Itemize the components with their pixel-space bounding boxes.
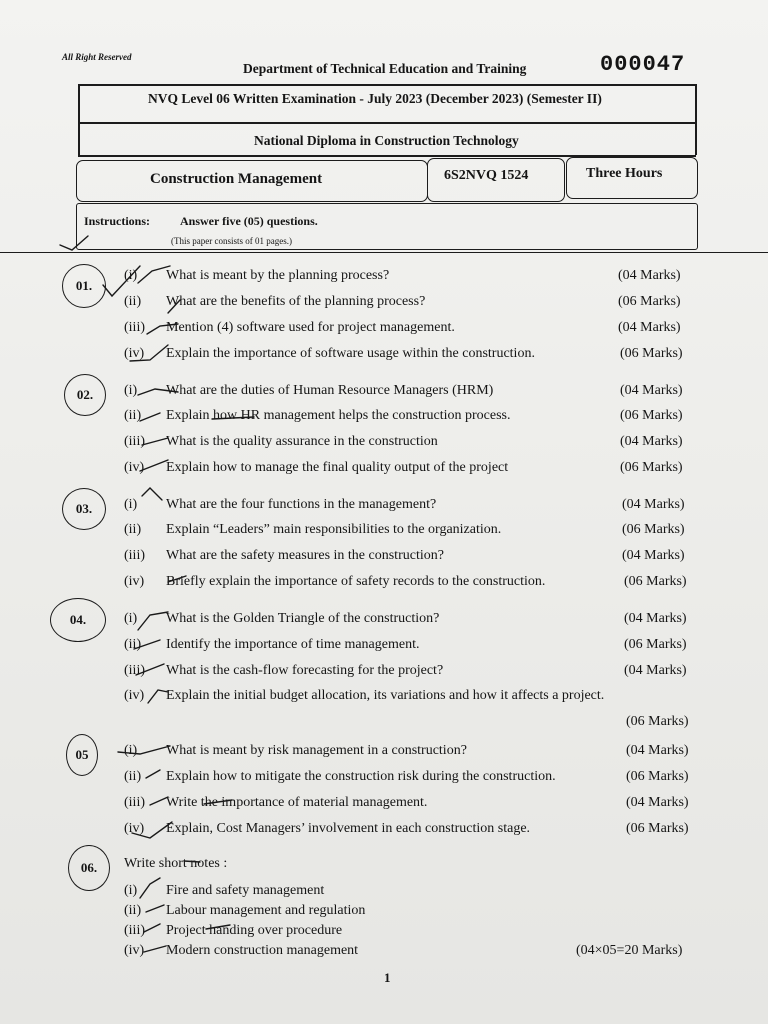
part-label: (ii) — [124, 294, 142, 309]
part-text: What are the benefits of the planning process? — [166, 294, 426, 309]
tick-mark — [130, 345, 168, 361]
part-text: What is the quality assurance in the construction — [166, 434, 438, 449]
part-text: What is the Golden Triangle of the construction? — [166, 611, 440, 626]
part-marks: (06 Marks) — [618, 294, 681, 309]
question-number: 03. — [62, 488, 106, 530]
rights-notice: All Right Reserved — [62, 52, 132, 62]
part-label: (iii) — [124, 923, 145, 938]
tick-mark — [168, 576, 186, 582]
exam-title: NVQ Level 06 Written Examination - July 2023 (December 2023) (Semester II) — [148, 91, 602, 106]
tick-mark — [147, 324, 178, 334]
part-label: (iv) — [124, 460, 145, 475]
part-label: (iv) — [124, 821, 145, 836]
instructions-label: Instructions: — [84, 214, 151, 228]
part-marks: (06 Marks) — [622, 522, 685, 537]
part-marks: (04 Marks) — [622, 548, 685, 563]
strike-mark — [206, 925, 230, 929]
subject-code: 6S2NVQ 1524 — [444, 168, 529, 183]
strike-mark — [184, 861, 200, 862]
part-label: (i) — [124, 497, 138, 512]
part-marks: (06 Marks) — [624, 574, 687, 589]
part-text: What is meant by risk management in a construction? — [166, 743, 467, 758]
part-text: Identify the importance of time management. — [166, 637, 420, 652]
part-text: Project handing over procedure — [166, 923, 343, 938]
part-label: (iv) — [124, 346, 145, 361]
part-text: Fire and safety management — [166, 883, 325, 898]
part-label: (i) — [124, 611, 138, 626]
strike-mark — [212, 417, 254, 419]
part-text: Explain “Leaders” main responsibilities to the organization. — [166, 522, 502, 537]
tick-mark — [146, 770, 160, 778]
part-marks: (04 Marks) — [622, 497, 685, 512]
part-marks: (06 Marks) — [624, 637, 687, 652]
part-marks: (06 Marks) — [620, 460, 683, 475]
part-marks: (04×05=20 Marks) — [576, 943, 683, 958]
part-text: What is the cash-flow forecasting for the project? — [166, 663, 444, 678]
tick-mark — [138, 612, 168, 630]
part-label: (iv) — [124, 688, 145, 703]
part-text: Labour management and regulation — [166, 903, 366, 918]
tick-mark — [132, 822, 172, 838]
part-label: (ii) — [124, 637, 142, 652]
part-text: What are the four functions in the management? — [166, 497, 437, 512]
tick-mark — [60, 236, 88, 250]
tick-mark — [136, 664, 164, 675]
tick-mark — [140, 878, 160, 898]
tick-mark — [142, 488, 162, 500]
part-text: Explain how to mitigate the construction risk during the construction. — [166, 769, 556, 784]
question-number: 06. — [68, 845, 110, 891]
part-label: (i) — [124, 268, 138, 283]
tick-mark — [140, 460, 168, 471]
tick-mark — [146, 905, 164, 912]
part-text: Explain the initial budget allocation, its variations and how it affects a project. — [166, 688, 605, 703]
part-marks: (06 Marks) — [626, 714, 689, 729]
part-marks: (04 Marks) — [624, 611, 687, 626]
question-number: 05 — [66, 734, 98, 776]
part-marks: (06 Marks) — [620, 346, 683, 361]
question-number: 02. — [64, 374, 106, 416]
instructions-text: Answer five (05) questions. — [180, 214, 318, 228]
part-text: Explain, Cost Managers’ involvement in each construction stage. — [166, 821, 531, 836]
part-marks: (04 Marks) — [624, 663, 687, 678]
subject-name: Construction Management — [150, 171, 323, 187]
part-label: (i) — [124, 383, 138, 398]
part-marks: (04 Marks) — [620, 434, 683, 449]
tick-mark — [103, 266, 140, 296]
part-text: Explain the importance of software usage within the construction. — [166, 346, 535, 361]
part-text: Mention (4) software used for project management. — [166, 320, 455, 335]
part-text: Explain how to manage the final quality output of the project — [166, 460, 509, 475]
part-label: (iii) — [124, 795, 145, 810]
part-text: What are the duties of Human Resource Managers (HRM) — [166, 383, 494, 398]
part-label: (iii) — [124, 663, 145, 678]
department-title: Department of Technical Education and Training — [243, 61, 527, 76]
tick-mark — [134, 640, 160, 649]
part-marks: (06 Marks) — [626, 821, 689, 836]
part-marks: (06 Marks) — [620, 408, 683, 423]
tick-mark — [144, 924, 160, 932]
question-number: 04. — [50, 598, 106, 642]
part-marks: (06 Marks) — [626, 769, 689, 784]
part-label: (iv) — [124, 574, 145, 589]
exam-duration: Three Hours — [586, 166, 663, 181]
serial-number: 000047 — [600, 52, 686, 77]
part-label: (iii) — [124, 434, 145, 449]
pages-note: (This paper consists of 01 pages.) — [171, 236, 292, 246]
page-number: 1 — [384, 970, 391, 985]
part-marks: (04 Marks) — [620, 383, 683, 398]
part-text: What is meant by the planning process? — [166, 268, 390, 283]
part-label: (ii) — [124, 408, 142, 423]
part-label: (ii) — [124, 769, 142, 784]
tick-mark — [118, 746, 170, 754]
tick-mark — [138, 266, 170, 283]
part-text: Explain how HR management helps the construction process. — [166, 408, 511, 423]
part-label: (iii) — [124, 548, 145, 563]
tick-mark — [150, 797, 168, 805]
tick-mark — [144, 946, 166, 952]
part-text: What are the safety measures in the construction? — [166, 548, 444, 563]
tick-mark — [138, 389, 178, 395]
question-number: 01. — [62, 264, 106, 308]
part-marks: (04 Marks) — [626, 795, 689, 810]
tick-mark — [140, 413, 160, 421]
diploma-title: National Diploma in Construction Technology — [254, 133, 519, 148]
part-label: (iii) — [124, 320, 145, 335]
part-marks: (04 Marks) — [618, 268, 681, 283]
part-text: Modern construction management — [166, 943, 359, 958]
tick-mark — [142, 438, 168, 445]
part-label: (i) — [124, 743, 138, 758]
part-text: Write the importance of material management. — [166, 795, 428, 810]
short-notes-intro: Write short notes : — [124, 856, 228, 871]
part-marks: (04 Marks) — [626, 743, 689, 758]
tick-mark — [168, 300, 180, 313]
part-marks: (04 Marks) — [618, 320, 681, 335]
part-label: (iv) — [124, 943, 145, 958]
tick-mark — [148, 690, 168, 703]
part-label: (ii) — [124, 522, 142, 537]
part-text: Briefly explain the importance of safety records to the construction. — [166, 574, 546, 589]
part-label: (i) — [124, 883, 138, 898]
strike-mark — [204, 800, 232, 804]
part-label: (ii) — [124, 903, 142, 918]
